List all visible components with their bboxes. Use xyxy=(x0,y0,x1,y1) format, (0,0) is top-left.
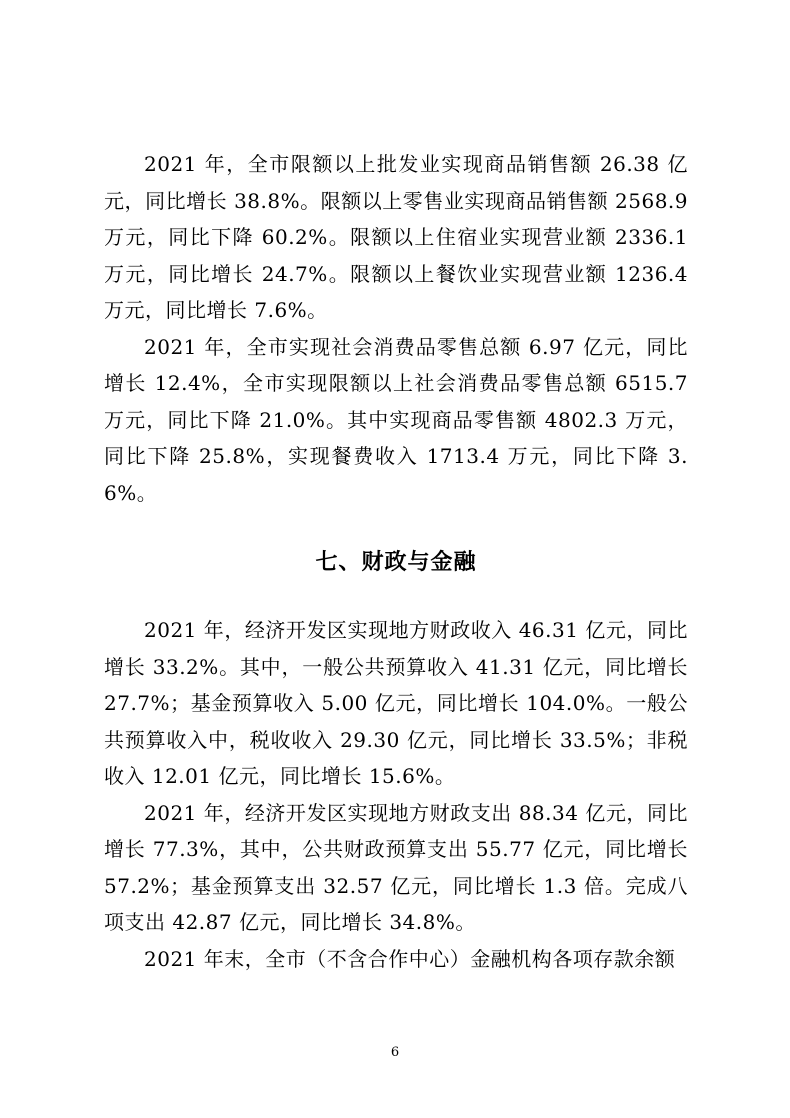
paragraph-fiscal-revenue: 2021 年，经济开发区实现地方财政收入 46.31 亿元，同比增长 33.2%。其中，一般公共预算收入 41.31 亿元，同比增长 27.7%；基金预算收入 5.00 亿元，同比增长 104.0%。一般公共预算收入中，税收收入 29.30 亿元，同比增长 33.5%；非税收入 12.01 亿元，同比增长 15.6%。 xyxy=(104,618,688,788)
paragraph-consumer-goods: 2021 年，全市实现社会消费品零售总额 6.97 亿元，同比增长 12.4%，全市实现限额以上社会消费品零售总额 6515.7 万元，同比下降 21.0%。其中实现商品零售额 4802.3 万元，同比下降 25.8%，实现餐费收入 1713.4 万元，同比下降 3.6%。 xyxy=(104,334,688,505)
page-content xyxy=(104,146,688,977)
section-heading: 七、财政与金融 xyxy=(315,550,477,575)
paragraph-wholesale-retail: 2021 年，全市限额以上批发业实现商品销售额 26.38 亿元，同比增长 38.8%。限额以上零售业实现商品销售额 2568.9 万元，同比下降 60.2%。限额以上住宿业实现营业额 2336.1 万元，同比增长 24.7%。限额以上餐饮业实现营业额 1236.4 万元，同比增长 7.6%。 xyxy=(104,152,688,322)
paragraph-deposits: 2021 年末，全市（不含合作中心）金融机构各项存款余额 xyxy=(144,946,676,971)
spacer xyxy=(104,581,688,612)
page-number: 6 xyxy=(390,1045,400,1060)
spacer xyxy=(104,511,688,545)
paragraph-fiscal-expenditure: 2021 年，经济开发区实现地方财政支出 88.34 亿元，同比增长 77.3%，其中，公共财政预算支出 55.77 亿元，同比增长 57.2%；基金预算支出 32.57 亿元，同比增长 1.3 倍。完成八项支出 42.87 亿元，同比增长 34.8%。 xyxy=(104,800,688,934)
